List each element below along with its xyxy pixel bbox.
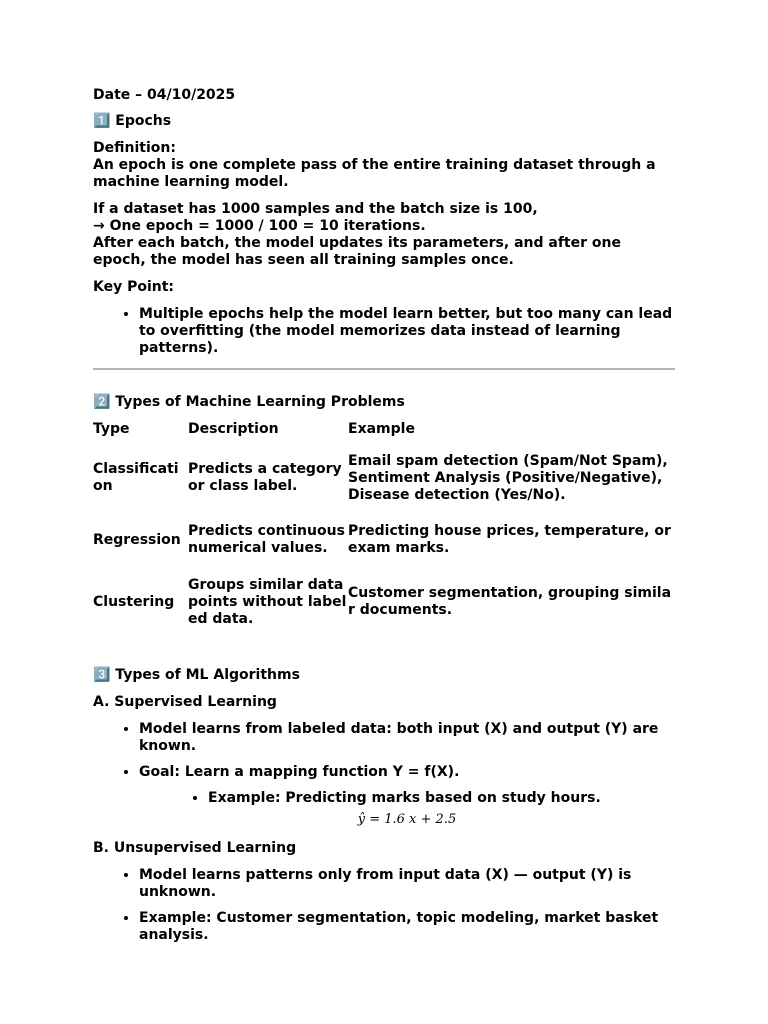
- table-cell-description: Groups similar data points without labeled data.: [188, 576, 347, 627]
- table-header-description: Description: [188, 421, 279, 437]
- list-item: • Model learns from labeled data: both input (X) and output (Y) are known.: [139, 721, 675, 755]
- key-point-label: Key Point:: [93, 279, 175, 295]
- unsupervised-list: [93, 867, 675, 944]
- table-cell-type: Regression: [93, 531, 181, 548]
- table-cell-description: Predicts continuous numerical values.: [188, 523, 345, 556]
- list-item: • Example: Customer segmentation, topic modeling, market basket analysis.: [139, 910, 675, 944]
- ml-algorithms-heading: 3️⃣ Types of ML Algorithms: [93, 667, 300, 683]
- list-item: • Model learns patterns only from input data (X) — output (Y) is unknown.: [139, 867, 675, 901]
- key-point-bullet: • Multiple epochs help the model learn better, but too many can lead to overfitting (the model memorizes data instead of learning patterns).: [139, 306, 675, 357]
- document-page: [93, 87, 675, 944]
- supervised-list: [93, 721, 675, 807]
- table-header-example: Example: [348, 421, 415, 437]
- table-row: [93, 447, 675, 509]
- table-cell-type: Classification: [93, 461, 179, 494]
- definition-text: An epoch is one complete pass of the entire training dataset through a machine learning model.: [93, 157, 656, 190]
- table-row: [93, 571, 675, 633]
- epoch-example-line-1: If a dataset has 1000 samples and the batch size is 100,: [93, 201, 538, 217]
- section-divider: [93, 368, 675, 370]
- date-line: Date – 04/10/2025: [93, 87, 236, 103]
- list-item: [139, 764, 675, 807]
- table-cell-description: Predicts a category or class label.: [188, 461, 342, 494]
- supervised-title: A. Supervised Learning: [93, 694, 277, 710]
- table-cell-type: Clustering: [93, 593, 175, 610]
- table-header-type: Type: [93, 421, 130, 437]
- definition-label: Definition:: [93, 140, 176, 156]
- supervised-sub-list: [139, 790, 675, 807]
- epochs-heading: 1️⃣ Epochs: [93, 113, 172, 129]
- key-point-list: [93, 306, 675, 357]
- table-cell-example: Email spam detection (Spam/Not Spam), Sentiment Analysis (Positive/Negative), Disease detection (Yes/No).: [348, 452, 668, 503]
- table-cell-example: Predicting house prices, temperature, or exam marks.: [348, 523, 671, 556]
- regression-formula: ŷ = 1.6 x + 2.5: [357, 812, 457, 827]
- table-row: [93, 509, 675, 571]
- epoch-example-line-3: After each batch, the model updates its parameters, and after one epoch, the model has seen all training samples once.: [93, 235, 621, 268]
- epoch-example: [93, 201, 675, 269]
- table-cell-example: Customer segmentation, grouping similar documents.: [348, 585, 672, 618]
- epoch-example-line-2: → One epoch = 1000 / 100 = 10 iterations.: [93, 218, 426, 234]
- table-header-row: [93, 421, 675, 447]
- ml-problems-table: [93, 421, 675, 633]
- supervised-goal-text: Goal: Learn a mapping function Y = f(X).: [139, 764, 460, 780]
- unsupervised-title: B. Unsupervised Learning: [93, 840, 297, 856]
- supervised-example-bullet: • Example: Predicting marks based on study hours.: [208, 790, 675, 807]
- ml-problems-heading: 2️⃣ Types of Machine Learning Problems: [93, 394, 405, 410]
